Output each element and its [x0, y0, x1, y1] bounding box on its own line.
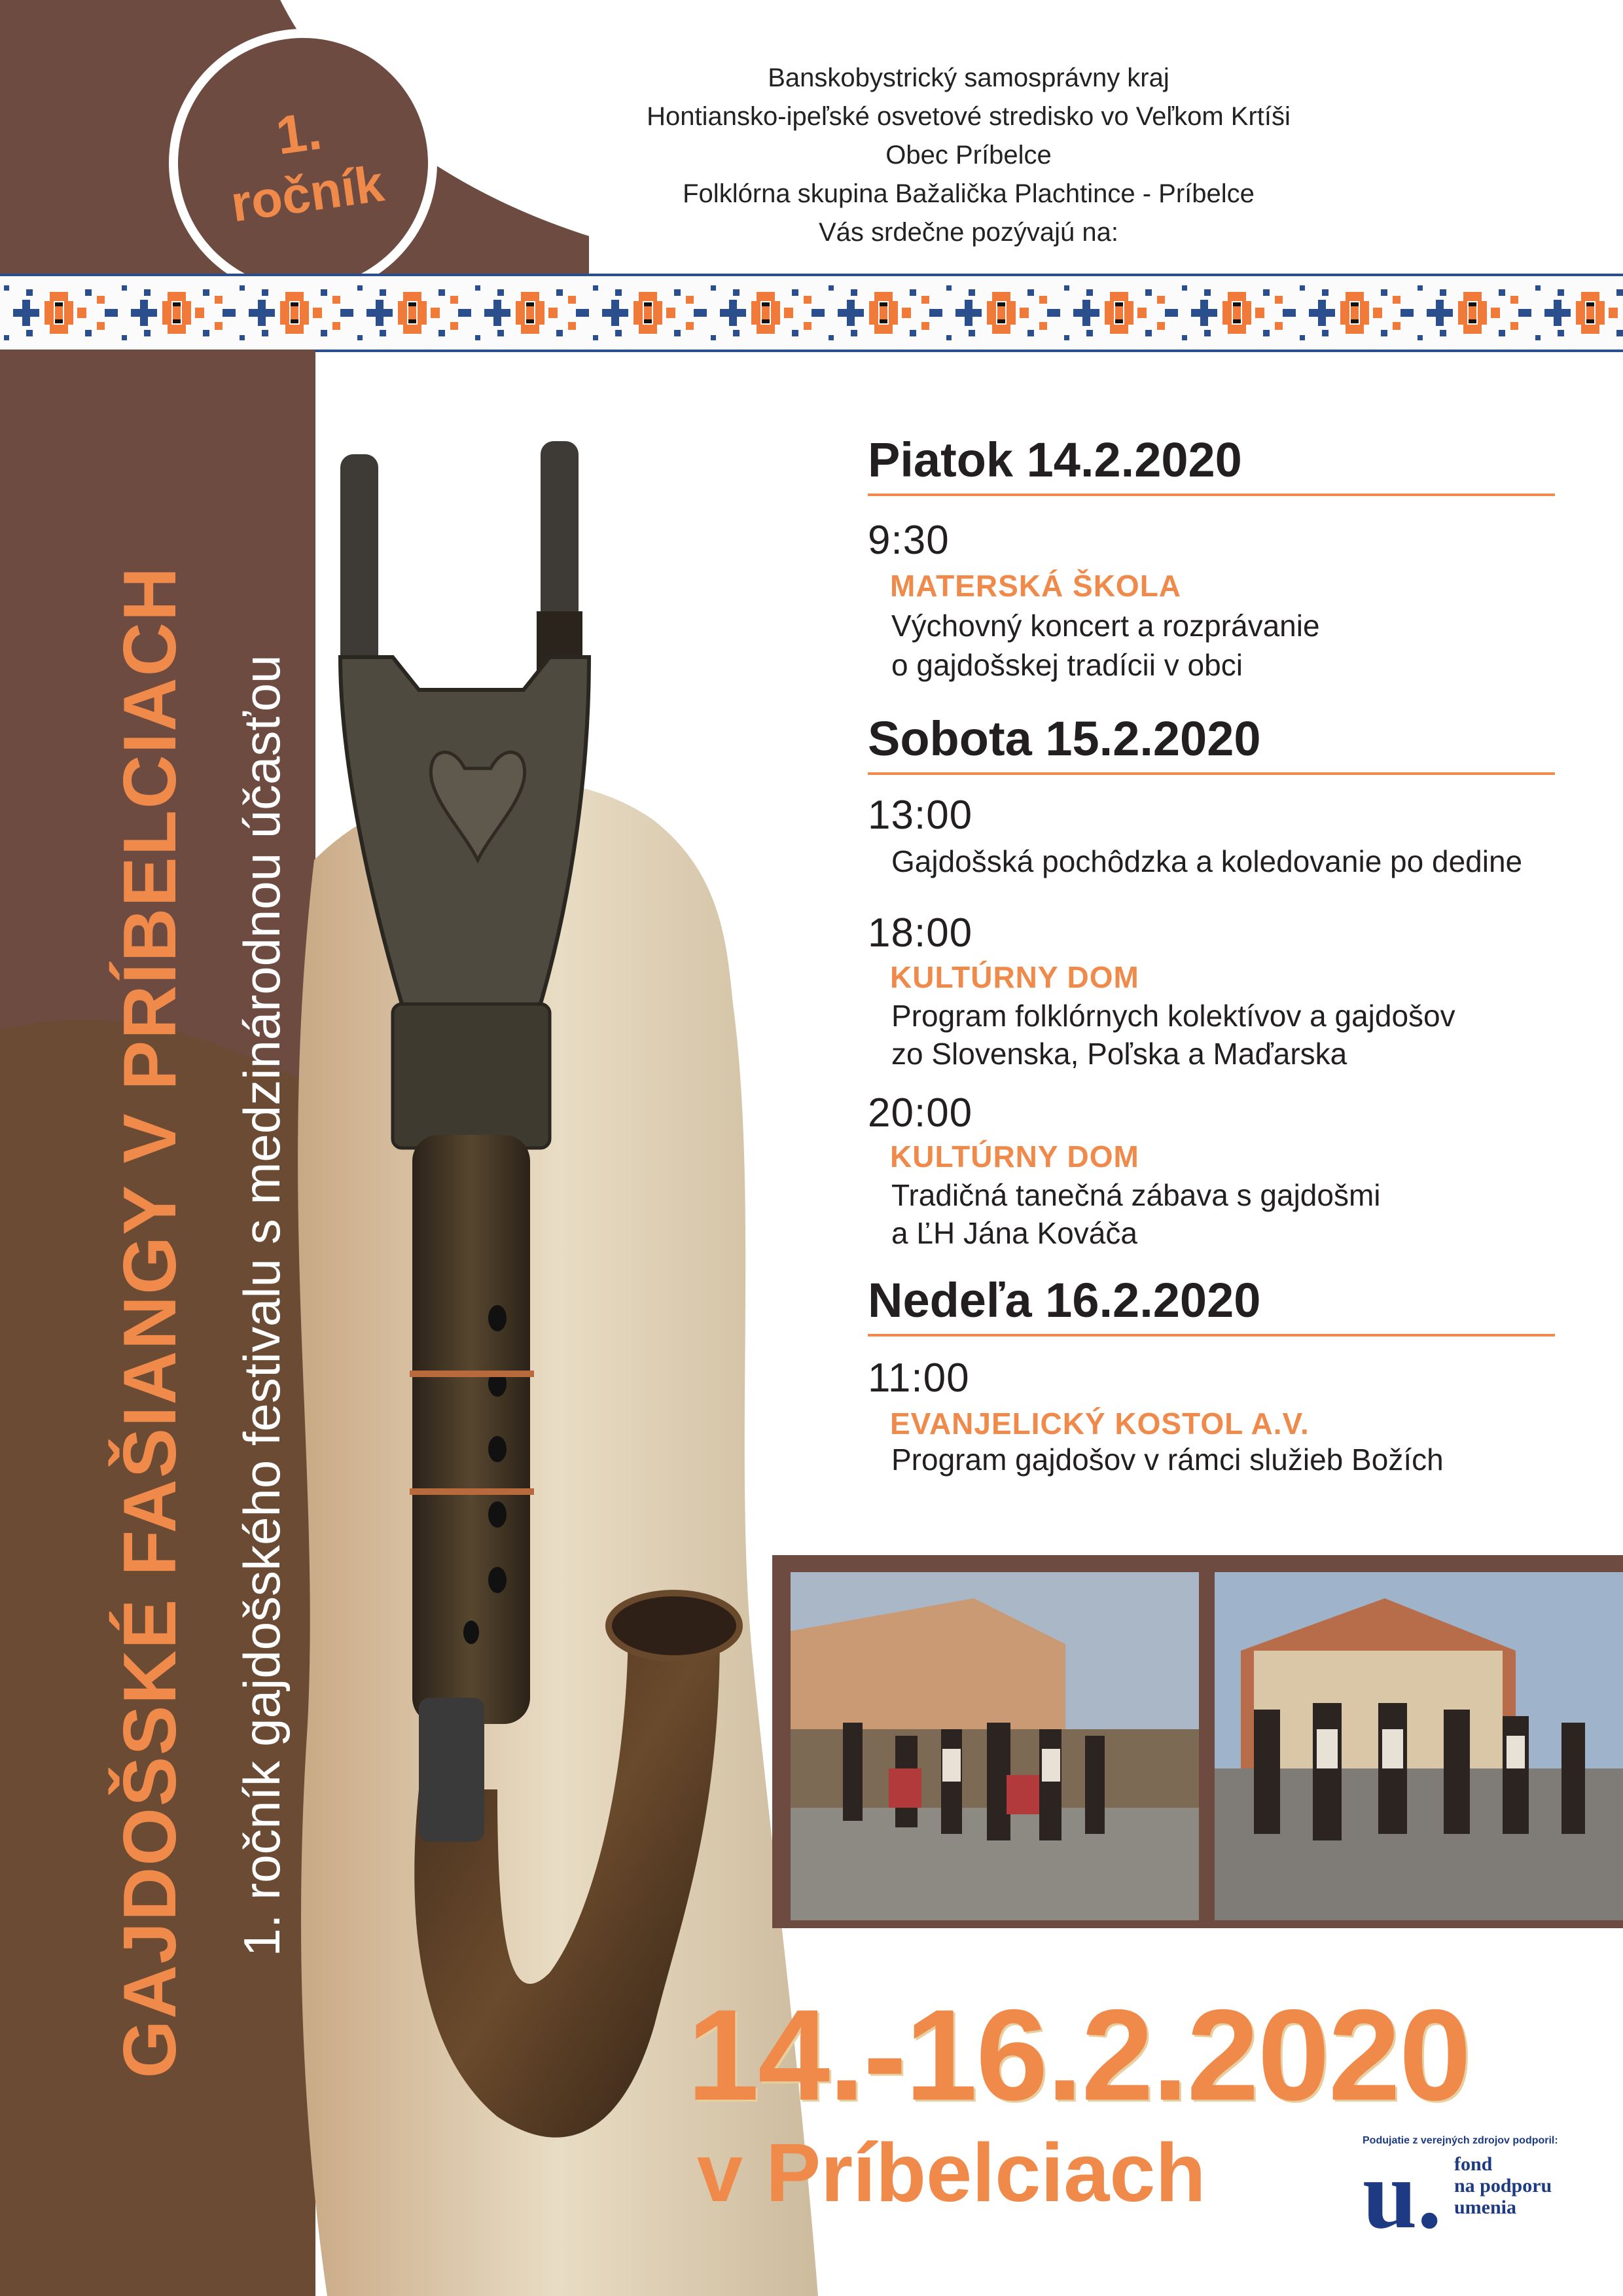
event-venue: KULTÚRNY DOM: [890, 960, 1139, 994]
fpu-logo-line: fond: [1454, 2153, 1493, 2175]
event-description: a ĽH Jána Kováča: [891, 1216, 1137, 1250]
event-description: Výchovný koncert a rozprávanie: [891, 609, 1320, 643]
procession-photo-1: [791, 1572, 1199, 1920]
fpu-logo-text: [1454, 2153, 1552, 2218]
fpu-logo-line: umenia: [1454, 2197, 1517, 2218]
event-venue: EVANJELICKÝ KOSTOL A.V.: [890, 1407, 1310, 1441]
event-description: Tradičná tanečná zábava s gajdošmi: [891, 1178, 1381, 1212]
festival-location: v Príbelciach: [697, 2126, 1206, 2219]
procession-photo-2: [1215, 1572, 1623, 1920]
event-description: Program gajdošov v rámci služieb Božích: [891, 1443, 1444, 1477]
event-time: 11:00: [868, 1355, 970, 1401]
organizer-line: Banskobystrický samosprávny kraj: [768, 63, 1169, 92]
organizer-line: Obec Príbelce: [885, 141, 1052, 170]
event-venue: KULTÚRNY DOM: [890, 1139, 1139, 1174]
festival-subtitle: 1. ročník gajdošského festivalu s medzinárodnou účasťou: [233, 655, 291, 1957]
event-description: Program folklórnych kolektívov a gajdošov: [891, 999, 1455, 1033]
organizers-block: [576, 59, 1361, 252]
festival-dates: 14.-16.2.2020: [687, 1982, 1471, 2127]
event-venue: MATERSKÁ ŠKOLA: [890, 569, 1182, 603]
event-time: 18:00: [868, 910, 973, 956]
invitation-line: Vás srdečne pozývajú na:: [818, 218, 1119, 247]
event-time: 13:00: [868, 793, 973, 838]
organizer-line: Folklórna skupina Bažalička Plachtince - Príbelce: [683, 179, 1255, 208]
day-heading-saturday: Sobota 15.2.2020: [868, 711, 1555, 775]
event-time: 20:00: [868, 1090, 973, 1136]
sponsor-note: Podujatie z verejných zdrojov podporil:: [1363, 2135, 1558, 2146]
organizer-line: Hontiansko-ipeľské osvetové stredisko vo Veľkom Krtíši: [647, 102, 1291, 131]
fpu-logo-mark: u.: [1363, 2140, 1442, 2249]
event-description: zo Slovenska, Poľska a Maďarska: [891, 1037, 1347, 1071]
embroidery-border: [0, 274, 1623, 352]
festival-title: GAJDOŠSKÉ FAŠIANGY V PRÍBELCIACH: [109, 565, 192, 2079]
day-heading-sunday: Nedeľa 16.2.2020: [868, 1272, 1555, 1336]
badge-word: ročník: [227, 154, 387, 233]
day-heading-friday: Piatok 14.2.2020: [868, 432, 1555, 496]
badge-number: 1.: [272, 101, 325, 166]
event-description: o gajdošskej tradícii v obci: [891, 648, 1243, 682]
fpu-logo-line: na podporu: [1454, 2175, 1552, 2197]
event-time: 9:30: [868, 518, 950, 563]
event-description: Gajdošská pochôdzka a koledovanie po dedine: [891, 844, 1523, 878]
